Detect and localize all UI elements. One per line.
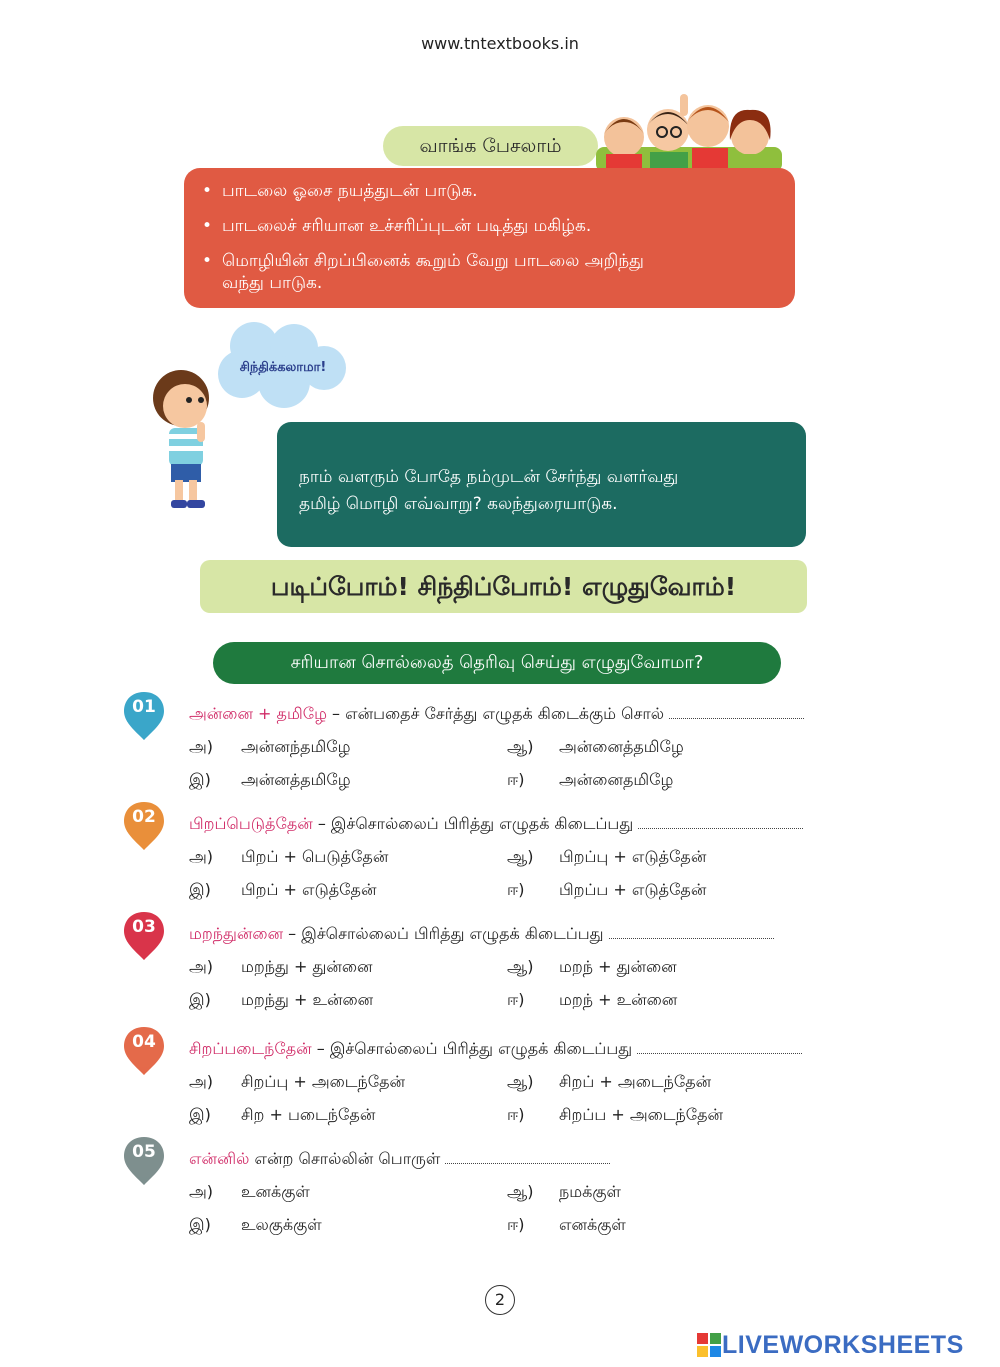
- option-label: ஈ): [507, 990, 525, 1009]
- question-prompt: என்ற சொல்லின் பொருள்: [249, 1149, 441, 1168]
- question-keyword: சிறப்படைந்தேன்: [189, 1039, 312, 1058]
- question-number-badge: [124, 910, 168, 962]
- answer-option[interactable]: [189, 1105, 375, 1126]
- answer-option[interactable]: [507, 847, 706, 868]
- question-text: [189, 1039, 802, 1060]
- question-prompt: – என்பதைச் சேர்த்து எழுதக் கிடைக்கும் சொல்: [326, 704, 665, 723]
- children-illustration: [596, 92, 782, 172]
- answer-blank[interactable]: [445, 1149, 610, 1164]
- option-text: அன்னந்தமிழே: [241, 737, 351, 756]
- question-prompt: – இச்சொல்லைப் பிரித்து எழுதக் கிடைப்பது: [283, 924, 604, 943]
- question-number-badge: [124, 800, 168, 852]
- option-text: பிறப்ப + எடுத்தேன்: [559, 880, 707, 899]
- answer-option[interactable]: [189, 737, 350, 758]
- option-label: ஆ): [507, 737, 534, 756]
- exercise-title: சரியான சொல்லைத் தெரிவு செய்து எழுதுவோமா?: [213, 642, 781, 684]
- option-text: நமக்குள்: [559, 1182, 621, 1201]
- option-text: பிறப்பு + எடுத்தேன்: [559, 847, 707, 866]
- question-text: [189, 814, 803, 835]
- answer-option[interactable]: [507, 990, 677, 1011]
- question-text: [189, 1149, 610, 1170]
- option-text: மறந்து + உன்னை: [241, 990, 374, 1009]
- think-bubble-text: சிந்திக்கலாமா!: [239, 360, 327, 375]
- answer-option[interactable]: [507, 957, 677, 978]
- option-text: எனக்குள்: [559, 1215, 626, 1234]
- question-keyword: அன்னை + தமிழே: [189, 704, 327, 723]
- option-text: சிறப்ப + அடைந்தேன்: [559, 1105, 724, 1124]
- question-number-badge: [124, 1135, 168, 1187]
- answer-option[interactable]: [507, 1215, 626, 1236]
- option-text: உனக்குள்: [241, 1182, 310, 1201]
- option-text: மறந்து + துன்னை: [241, 957, 373, 976]
- answer-option[interactable]: [507, 1072, 711, 1093]
- page-number: 2: [485, 1285, 515, 1315]
- answer-option[interactable]: [507, 737, 684, 758]
- option-label: இ): [189, 880, 211, 899]
- option-label: ஈ): [507, 880, 525, 899]
- option-text: பிறப் + பெடுத்தேன்: [241, 847, 389, 866]
- answer-option[interactable]: [189, 1215, 322, 1236]
- question-keyword: பிறப்பெடுத்தேன்: [189, 814, 313, 833]
- option-label: ஆ): [507, 847, 534, 866]
- instruction-item: • மொழியின் சிறப்பினைக் கூறும் வேறு பாடலை அறிந்து வந்து பாடுக.: [202, 250, 652, 294]
- option-text: சிறப் + அடைந்தேன்: [559, 1072, 712, 1091]
- question-number: 04: [132, 1032, 156, 1052]
- option-label: ஈ): [507, 1105, 525, 1124]
- question-prompt: – இச்சொல்லைப் பிரித்து எழுதக் கிடைப்பது: [312, 814, 634, 833]
- option-text: அன்னைதமிழே: [559, 770, 674, 789]
- option-label: அ): [189, 847, 214, 866]
- option-label: ஈ): [507, 1215, 525, 1234]
- option-text: அன்னத்தமிழே: [241, 770, 351, 789]
- option-label: ஆ): [507, 1182, 534, 1201]
- answer-option[interactable]: [507, 880, 706, 901]
- answer-option[interactable]: [189, 847, 388, 868]
- answer-blank[interactable]: [637, 1039, 802, 1054]
- answer-blank[interactable]: [638, 814, 803, 829]
- option-text: சிற + படைந்தேன்: [241, 1105, 376, 1124]
- question-number: 05: [132, 1142, 156, 1162]
- answer-option[interactable]: [189, 1182, 310, 1203]
- option-label: அ): [189, 957, 214, 976]
- answer-option[interactable]: [189, 880, 376, 901]
- option-label: அ): [189, 1182, 214, 1201]
- main-heading: படிப்போம்! சிந்திப்போம்! எழுதுவோம்!: [200, 560, 807, 613]
- answer-option[interactable]: [189, 990, 373, 1011]
- speak-instructions-box: [184, 168, 795, 308]
- option-label: இ): [189, 770, 211, 789]
- option-text: சிறப்பு + அடைந்தேன்: [241, 1072, 406, 1091]
- answer-option[interactable]: [507, 1105, 723, 1126]
- answer-blank[interactable]: [609, 924, 774, 939]
- option-label: அ): [189, 1072, 214, 1091]
- liveworksheets-logo-icon: [697, 1333, 721, 1357]
- discussion-text-line2: தமிழ் மொழி எவ்வாறு? கலந்துரையாடுக.: [299, 494, 618, 514]
- answer-option[interactable]: [507, 770, 673, 791]
- question-prompt: – இச்சொல்லைப் பிரித்து எழுதக் கிடைப்பது: [311, 1039, 633, 1058]
- question-number: 02: [132, 807, 156, 827]
- answer-blank[interactable]: [669, 704, 804, 719]
- speak-section-title: வாங்க பேசலாம்: [383, 126, 598, 166]
- answer-option[interactable]: [507, 1182, 621, 1203]
- thinking-boy-illustration: [145, 368, 225, 510]
- option-text: மறந் + உன்னை: [559, 990, 678, 1009]
- instruction-item: • பாடலைச் சரியான உச்சரிப்புடன் படித்து மகிழ்க.: [202, 215, 795, 237]
- option-label: இ): [189, 1105, 211, 1124]
- option-text: உலகுக்குள்: [241, 1215, 322, 1234]
- brand-name: LIVEWORKSHEETS: [722, 1331, 964, 1359]
- question-text: [189, 924, 774, 945]
- discussion-box: [277, 422, 806, 547]
- site-url: www.tntextbooks.in: [421, 34, 579, 53]
- option-label: அ): [189, 737, 214, 756]
- option-label: ஈ): [507, 770, 525, 789]
- option-label: இ): [189, 1215, 211, 1234]
- answer-option[interactable]: [189, 1072, 405, 1093]
- question-text: [189, 704, 804, 725]
- answer-option[interactable]: [189, 957, 373, 978]
- discussion-text-line1: நாம் வளரும் போதே நம்முடன் சேர்ந்து வளர்வது: [299, 467, 679, 487]
- option-text: மறந் + துன்னை: [559, 957, 677, 976]
- option-label: இ): [189, 990, 211, 1009]
- option-label: ஆ): [507, 1072, 534, 1091]
- question-keyword: என்னில்: [189, 1149, 250, 1168]
- answer-option[interactable]: [189, 770, 351, 791]
- question-number-badge: [124, 690, 168, 742]
- question-number: 03: [132, 917, 156, 937]
- option-label: ஆ): [507, 957, 534, 976]
- question-keyword: மறந்துன்னை: [189, 924, 284, 943]
- option-text: அன்னைத்தமிழே: [559, 737, 684, 756]
- option-text: பிறப் + எடுத்தேன்: [241, 880, 377, 899]
- question-number: 01: [132, 697, 156, 717]
- question-number-badge: [124, 1025, 168, 1077]
- instruction-item: • பாடலை ஓசை நயத்துடன் பாடுக.: [202, 180, 795, 202]
